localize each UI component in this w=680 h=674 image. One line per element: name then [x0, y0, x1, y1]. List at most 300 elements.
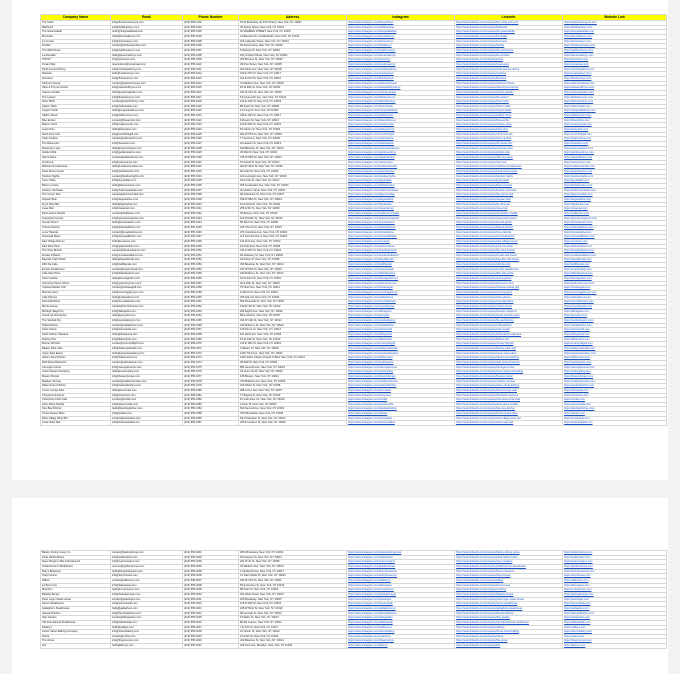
linkedin-link[interactable]: https://www.linkedin.com/company/grand-central-oyster — [455, 314, 563, 319]
linkedin-link[interactable]: https://www.linkedin.com/company/tandoor-nights — [455, 174, 563, 179]
website-link[interactable]: https://patersonhouse.com — [563, 81, 667, 86]
linkedin-link[interactable]: https://www.linkedin.com/company/the-grove — [455, 639, 563, 644]
linkedin-link[interactable]: https://www.linkedin.com/company/saxon-steakhouse — [455, 602, 563, 607]
instagram-link[interactable]: https://www.instagram.com/frankienyc — [347, 44, 455, 49]
linkedin-link[interactable]: https://www.linkedin.com/company/the-lantern — [455, 95, 563, 100]
website-link[interactable]: https://redlantern.com — [563, 211, 667, 216]
linkedin-link[interactable]: https://www.linkedin.com/company/wild-fig-cafe — [455, 263, 563, 268]
instagram-link[interactable]: https://www.instagram.com/boweryburger — [347, 374, 455, 379]
website-link[interactable]: https://bellboardnyc.com — [563, 25, 667, 30]
website-link[interactable]: https://luckypine.com — [563, 128, 667, 133]
linkedin-link[interactable]: https://www.linkedin.com/company/saffron-room — [455, 114, 563, 119]
instagram-link[interactable]: https://www.instagram.com/cafepaloma — [347, 295, 455, 300]
linkedin-link[interactable]: https://www.linkedin.com/company/the-wolf-house — [455, 48, 563, 53]
linkedin-link[interactable]: https://www.linkedin.com/company/frankie — [455, 44, 563, 49]
website-link[interactable]: https://brasshen.com — [563, 142, 667, 147]
linkedin-link[interactable]: https://www.linkedin.com/company/nolita-kitchen — [455, 323, 563, 328]
linkedin-link[interactable]: https://www.linkedin.com/company/copper-kettle — [455, 109, 563, 114]
linkedin-link[interactable]: https://www.linkedin.com/company/pearl-street-oyster — [455, 170, 563, 175]
instagram-link[interactable]: https://www.instagram.com/thegreatkabab — [347, 30, 455, 35]
linkedin-link[interactable]: https://www.linkedin.com/company/pixxio — [455, 58, 563, 63]
website-link[interactable]: https://saltandstone.com — [563, 156, 667, 161]
linkedin-link[interactable]: https://www.linkedin.com/company/brays-brasserie — [455, 569, 563, 574]
instagram-link[interactable]: https://www.instagram.com/madisonterrace — [347, 379, 455, 384]
linkedin-link[interactable]: https://www.linkedin.com/company/clover-street-baking — [455, 630, 563, 635]
instagram-link[interactable]: https://www.instagram.com/aegeanblue — [347, 197, 455, 202]
website-link[interactable]: https://madisonterrace.com — [563, 379, 667, 384]
website-link[interactable]: https://tokyohouse.com — [563, 574, 667, 579]
instagram-link[interactable]: https://www.instagram.com/parkrowdiner — [347, 244, 455, 249]
linkedin-link[interactable]: https://www.linkedin.com/company/ocean-way — [455, 62, 563, 67]
linkedin-link[interactable]: https://www.linkedin.com/company/radleys — [455, 625, 563, 630]
instagram-link[interactable]: https://www.instagram.com/tandoornights — [347, 174, 455, 179]
instagram-link[interactable]: https://www.instagram.com/theolivebranch — [347, 249, 455, 254]
instagram-link[interactable]: https://www.instagram.com/tokyohousenyc — [347, 574, 455, 579]
linkedin-link[interactable]: https://www.linkedin.com/company/carnegie-corner — [455, 365, 563, 370]
website-link[interactable]: https://pearlstoyster.com — [563, 170, 667, 175]
website-link[interactable]: https://saffronroom.com — [563, 114, 667, 119]
instagram-link[interactable]: https://www.instagram.com/luckypinenyc — [347, 128, 455, 133]
linkedin-link[interactable]: https://www.linkedin.com/company/bowery-burger — [455, 374, 563, 379]
instagram-link[interactable]: https://www.instagram.com/lacrossanyc — [347, 39, 455, 44]
instagram-link[interactable]: https://www.instagram.com/murrayhillgrill — [347, 342, 455, 347]
linkedin-link[interactable]: https://www.linkedin.com/company/water-street-kitchen — [455, 384, 563, 389]
instagram-link[interactable]: https://www.instagram.com/saffronroom — [347, 114, 455, 119]
website-link[interactable]: https://wildfigcafe.com — [563, 263, 667, 268]
instagram-link[interactable]: https://www.instagram.com/viaromanyc — [347, 160, 455, 165]
instagram-link[interactable]: https://www.instagram.com/kilonyc — [347, 644, 455, 649]
linkedin-link[interactable]: https://www.linkedin.com/company/smoke-and-barrel — [455, 253, 563, 258]
linkedin-link[interactable]: https://www.linkedin.com/company/uptown-garden — [455, 90, 563, 95]
linkedin-link[interactable]: https://www.linkedin.com/company/old-international-steakhouse — [455, 620, 563, 625]
website-link[interactable]: https://carnegiecorner.com — [563, 365, 667, 370]
instagram-link[interactable]: https://www.instagram.com/goldenstones — [347, 564, 455, 569]
website-link[interactable]: https://radleys.com — [563, 625, 667, 630]
website-link[interactable]: https://oldintlsteak.com — [563, 620, 667, 625]
website-link[interactable]: https://uptowngarden.com — [563, 90, 667, 95]
instagram-link[interactable]: https://www.instagram.com/peterluger — [347, 597, 455, 602]
instagram-link[interactable]: https://www.instagram.com/midtownsmoke — [347, 165, 455, 170]
linkedin-link[interactable]: https://www.linkedin.com/company/flatiron-pho — [455, 337, 563, 342]
linkedin-link[interactable]: https://www.linkedin.com/company/silver-birch — [455, 100, 563, 105]
linkedin-link[interactable]: https://www.linkedin.com/company/murray-hill-grill — [455, 342, 563, 347]
linkedin-link[interactable]: https://www.linkedin.com/company/casa-miel — [455, 207, 563, 212]
instagram-link[interactable]: https://www.instagram.com/morninggloryny — [347, 291, 455, 296]
website-link[interactable]: https://viaromanyc.com — [563, 160, 667, 165]
linkedin-link[interactable]: https://www.linkedin.com/company/cielo-cantina — [455, 137, 563, 142]
instagram-link[interactable]: https://www.instagram.com/wsbrasserie — [347, 360, 455, 365]
website-link[interactable]: https://peterluger.com — [563, 597, 667, 602]
website-link[interactable]: https://cloverbaking.com — [563, 630, 667, 635]
website-link[interactable]: https://thegreatkabab.com — [563, 30, 667, 35]
website-link[interactable]: https://uppereasteatery.com — [563, 351, 667, 356]
instagram-link[interactable]: https://www.instagram.com/murphysnyc — [347, 588, 455, 593]
instagram-link[interactable]: https://www.instagram.com/tribecakitchen — [347, 225, 455, 230]
website-link[interactable]: https://theolivebranch.com — [563, 249, 667, 254]
website-link[interactable]: https://tribecakitchen.com — [563, 225, 667, 230]
instagram-link[interactable]: https://www.instagram.com/patersonhouse — [347, 81, 455, 86]
linkedin-link[interactable]: https://www.linkedin.com/company/skip-garden — [455, 616, 563, 621]
linkedin-link[interactable]: https://www.linkedin.com/company/beltway-burger — [455, 592, 563, 597]
instagram-link[interactable]: https://www.instagram.com/redlanternnoodle — [347, 211, 455, 216]
instagram-link[interactable]: https://www.instagram.com/spottedpignyc — [347, 319, 455, 324]
instagram-link[interactable]: https://www.instagram.com/gramercyroom — [347, 281, 455, 286]
website-link[interactable]: https://smokeandbarrel.com — [563, 253, 667, 258]
linkedin-link[interactable]: https://www.linkedin.com/company/east-village-ramen — [455, 239, 563, 244]
website-link[interactable]: https://thegrovenyc.com — [563, 639, 667, 644]
linkedin-link[interactable]: https://www.linkedin.com/company/morning-glory — [455, 291, 563, 296]
instagram-link[interactable]: https://www.instagram.com/wolfhousenyc — [347, 48, 455, 53]
linkedin-link[interactable]: https://www.linkedin.com/company/peter-luger-steak-house — [455, 597, 563, 602]
linkedin-link[interactable]: https://www.linkedin.com/company/brooklyn-bagel-co — [455, 309, 563, 314]
website-link[interactable]: https://thecornerdeli.com — [563, 193, 667, 198]
website-link[interactable]: https://harbortable.com — [563, 104, 667, 109]
linkedin-link[interactable]: https://www.linkedin.com/company/little-italy-pizza — [455, 272, 563, 277]
linkedin-link[interactable]: https://www.linkedin.com/company/astor-place-noodle — [455, 402, 563, 407]
linkedin-link[interactable]: https://www.linkedin.com/company/luna-trattoria — [455, 230, 563, 235]
website-link[interactable]: https://hktaqueria.com — [563, 332, 667, 337]
website-link[interactable]: https://stonewallbistro.com — [563, 235, 667, 240]
instagram-link[interactable]: https://www.instagram.com/mezzehouse — [347, 305, 455, 310]
website-link[interactable]: https://cafepaloma.com — [563, 295, 667, 300]
instagram-link[interactable]: https://www.instagram.com/oldintlsteak — [347, 620, 455, 625]
linkedin-link[interactable]: https://www.linkedin.com/company/murphys — [455, 588, 563, 593]
website-link[interactable]: https://batteryparkcafe.com — [563, 346, 667, 351]
instagram-link[interactable]: https://www.instagram.com/ctexpress — [347, 393, 455, 398]
instagram-link[interactable]: https://www.instagram.com/bombellenyc — [347, 34, 455, 39]
linkedin-link[interactable]: https://www.linkedin.com/company/union-square-dumpling — [455, 370, 563, 375]
instagram-link[interactable]: https://www.instagram.com/ninthavedining — [347, 67, 455, 72]
website-link[interactable]: https://beltwayburger.com — [563, 592, 667, 597]
linkedin-link[interactable]: https://www.linkedin.com/company/bistro-lumiere — [455, 183, 563, 188]
instagram-link[interactable]: https://www.instagram.com/bkbagelco — [347, 309, 455, 314]
linkedin-link[interactable]: https://www.linkedin.com/company/mezze-house — [455, 305, 563, 310]
instagram-link[interactable]: https://www.instagram.com/beltwayburger — [347, 592, 455, 597]
linkedin-link[interactable]: https://www.linkedin.com/company/ninth-avenue-dining — [455, 67, 563, 72]
linkedin-link[interactable]: https://www.linkedin.com/company/willow — [455, 578, 563, 583]
linkedin-link[interactable]: https://www.linkedin.com/company/empire-steakhouse — [455, 267, 563, 272]
website-link[interactable]: https://sunsettavern.com — [563, 221, 667, 226]
website-link[interactable]: https://boweryburger.com — [563, 374, 667, 379]
website-link[interactable]: https://aegeanblue.com — [563, 197, 667, 202]
website-link[interactable]: https://maisonverte.com — [563, 123, 667, 128]
linkedin-link[interactable]: https://www.linkedin.com/company/harlem-soul-kitchen — [455, 356, 563, 361]
instagram-link[interactable]: https://www.instagram.com/stonewallbistro — [347, 235, 455, 240]
website-link[interactable]: https://prideharbor.com — [563, 555, 667, 560]
linkedin-link[interactable]: https://www.linkedin.com/company/hells-kitchen-taqueria — [455, 332, 563, 337]
linkedin-link[interactable]: https://www.linkedin.com/company/stonewall-bistro — [455, 235, 563, 240]
website-link[interactable]: https://hudsonyardeats.com — [563, 188, 667, 193]
website-link[interactable]: https://sohosocial.com — [563, 328, 667, 333]
website-link[interactable]: https://flatironpho.com — [563, 337, 667, 342]
instagram-link[interactable]: https://www.instagram.com/batteryparkcafe — [347, 346, 455, 351]
website-link[interactable]: https://saxonsteak.com — [563, 602, 667, 607]
website-link[interactable]: https://lamercadonyc.com — [563, 53, 667, 58]
linkedin-link[interactable]: https://www.linkedin.com/company/harvest-kitchen — [455, 611, 563, 616]
linkedin-link[interactable]: https://www.linkedin.com/company/goldenstones-steakhouse — [455, 564, 563, 569]
instagram-link[interactable]: https://www.instagram.com/sohosocial — [347, 328, 455, 333]
instagram-link[interactable]: https://www.instagram.com/saxonsteak — [347, 602, 455, 607]
instagram-link[interactable]: https://www.instagram.com/ryanmorgans — [347, 560, 455, 565]
instagram-link[interactable]: https://www.instagram.com/usdumpling — [347, 370, 455, 375]
website-link[interactable]: https://usdumpling.com — [563, 370, 667, 375]
instagram-link[interactable]: https://www.instagram.com/littleitalypizza — [347, 272, 455, 277]
linkedin-link[interactable]: https://www.linkedin.com/company/via-roma — [455, 160, 563, 165]
website-link[interactable]: https://thelanternnyc.com — [563, 95, 667, 100]
instagram-link[interactable]: https://www.instagram.com/labocaana — [347, 583, 455, 588]
instagram-link[interactable]: https://www.instagram.com/riversidebistro — [347, 300, 455, 305]
website-link[interactable]: https://willownyc.com — [563, 578, 667, 583]
instagram-link[interactable]: https://www.instagram.com/maisonverte — [347, 123, 455, 128]
linkedin-link[interactable]: https://www.linkedin.com/company/the-spotted-pig — [455, 319, 563, 324]
website-link[interactable]: https://wolfhousenyc.com — [563, 48, 667, 53]
linkedin-link[interactable]: https://www.linkedin.com/company/fig-olive-bar — [455, 202, 563, 207]
instagram-link[interactable]: https://www.instagram.com/lowereastdeli — [347, 421, 455, 426]
instagram-link[interactable]: https://www.instagram.com/cccafe — [347, 398, 455, 403]
instagram-link[interactable]: https://www.instagram.com/thecornerdeli — [347, 193, 455, 198]
instagram-link[interactable]: https://www.instagram.com/kyototable — [347, 179, 455, 184]
instagram-link[interactable]: https://www.instagram.com/oceanwaynyc — [347, 62, 455, 67]
instagram-link[interactable]: https://www.instagram.com/willownyc — [347, 578, 455, 583]
instagram-link[interactable]: https://www.instagram.com/chelseagrill — [347, 286, 455, 291]
instagram-link[interactable]: https://www.instagram.com/seoulgardennyc — [347, 277, 455, 282]
linkedin-link[interactable]: https://www.linkedin.com/company/park-row-diner — [455, 244, 563, 249]
linkedin-link[interactable]: https://www.linkedin.com/company/riverside-bistro — [455, 300, 563, 305]
instagram-link[interactable]: https://www.instagram.com/lenoxeats — [347, 388, 455, 393]
website-link[interactable]: https://harlemsoul.com — [563, 356, 667, 361]
linkedin-link[interactable]: https://www.linkedin.com/company/north-fork-grill — [455, 132, 563, 137]
linkedin-link[interactable]: https://www.linkedin.com/company/paterson-house — [455, 81, 563, 86]
website-link[interactable]: https://goldenstones.com — [563, 564, 667, 569]
linkedin-link[interactable]: https://www.linkedin.com/company/gramercy-room — [455, 281, 563, 286]
linkedin-link[interactable]: https://www.linkedin.com/company/wall-street-brasserie — [455, 360, 563, 365]
instagram-link[interactable]: https://www.instagram.com/gcoyster — [347, 314, 455, 319]
website-link[interactable]: https://bkbagelco.com — [563, 309, 667, 314]
instagram-link[interactable]: https://www.instagram.com/northforkgrill — [347, 132, 455, 137]
instagram-link[interactable]: https://www.instagram.com/marlowenyc — [347, 72, 455, 77]
linkedin-link[interactable]: https://www.linkedin.com/company/cafe-paloma — [455, 295, 563, 300]
website-link[interactable]: https://bombellenyc.com — [563, 34, 667, 39]
website-link[interactable]: https://pixxionyc.com — [563, 58, 667, 63]
instagram-link[interactable]: https://www.instagram.com/hktaqueria — [347, 332, 455, 337]
instagram-link[interactable]: https://www.instagram.com/oliveandthymenyc — [347, 86, 455, 91]
linkedin-link[interactable]: https://www.linkedin.com/company/lower-east-deli — [455, 421, 563, 426]
instagram-link[interactable]: https://www.instagram.com/goldenwoknyc — [347, 151, 455, 156]
website-link[interactable]: https://midtownsmoke.com — [563, 165, 667, 170]
linkedin-link[interactable]: https://www.linkedin.com/company/the-brass-hen — [455, 142, 563, 147]
website-link[interactable]: https://blueember.com — [563, 118, 667, 123]
website-link[interactable]: https://gallaghers.com — [563, 606, 667, 611]
website-link[interactable]: https://wvwinebar.com — [563, 416, 667, 421]
linkedin-link[interactable]: https://www.linkedin.com/company/battery-dining-group — [455, 551, 563, 556]
instagram-link[interactable]: https://www.instagram.com/skipgarden — [347, 616, 455, 621]
website-link[interactable]: https://ryanmorgans.com — [563, 560, 667, 565]
instagram-link[interactable]: https://www.instagram.com/kipsbaykitchen — [347, 407, 455, 412]
instagram-link[interactable]: https://www.instagram.com/astornoodle — [347, 402, 455, 407]
linkedin-link[interactable]: https://www.linkedin.com/company/times-square-bites — [455, 412, 563, 417]
instagram-link[interactable]: https://www.instagram.com/tsbites — [347, 412, 455, 417]
website-link[interactable]: https://oliveandthyme.com — [563, 86, 667, 91]
website-link[interactable]: https://vulina.com — [563, 634, 667, 639]
linkedin-link[interactable]: https://www.linkedin.com/company/the-great-kabab — [455, 30, 563, 35]
linkedin-link[interactable]: https://www.linkedin.com/company/rosemary-lane — [455, 146, 563, 151]
website-link[interactable]: https://northforkgrill.com — [563, 132, 667, 137]
instagram-link[interactable]: https://www.instagram.com/rosemarylanenyc — [347, 146, 455, 151]
website-link[interactable]: https://nolitakitchen.com — [563, 323, 667, 328]
instagram-link[interactable]: https://www.instagram.com/braysbrasserie — [347, 569, 455, 574]
linkedin-link[interactable]: https://www.linkedin.com/company/harbor-table — [455, 104, 563, 109]
instagram-link[interactable]: https://www.instagram.com/cloverbaking — [347, 630, 455, 635]
website-link[interactable]: https://firestonenyc.com — [563, 76, 667, 81]
linkedin-link[interactable]: https://www.linkedin.com/company/blue-ember — [455, 118, 563, 123]
linkedin-link[interactable]: https://www.linkedin.com/company/lucky-pine — [455, 128, 563, 133]
instagram-link[interactable]: https://www.instagram.com/nolitakitchen — [347, 323, 455, 328]
linkedin-link[interactable]: https://www.linkedin.com/company/sunset-tavern — [455, 221, 563, 226]
website-link[interactable]: https://gramercyroom.com — [563, 281, 667, 286]
website-link[interactable]: https://thesushinewyork.com — [563, 21, 667, 26]
website-link[interactable]: https://harvestkitchen.com — [563, 611, 667, 616]
website-link[interactable]: https://marlowenyc.com — [563, 72, 667, 77]
website-link[interactable]: https://braysbrasserie.com — [563, 569, 667, 574]
instagram-link[interactable]: https://www.instagram.com/thelanternnyc — [347, 95, 455, 100]
linkedin-link[interactable]: https://www.linkedin.com/company/bombelle — [455, 34, 563, 39]
website-link[interactable]: https://lenoxeats.com — [563, 388, 667, 393]
website-link[interactable]: https://greenpointgrocer.com — [563, 216, 667, 221]
website-link[interactable]: https://tsbites.com — [563, 412, 667, 417]
instagram-link[interactable]: https://www.instagram.com/uppereasteatery — [347, 351, 455, 356]
instagram-link[interactable]: https://www.instagram.com/radleysnyc — [347, 625, 455, 630]
website-link[interactable]: https://riversidebistro.com — [563, 300, 667, 305]
instagram-link[interactable]: https://www.instagram.com/greenpointgrocer — [347, 216, 455, 221]
instagram-link[interactable]: https://www.instagram.com/saltandstone — [347, 156, 455, 161]
instagram-link[interactable]: https://www.instagram.com/evramen — [347, 239, 455, 244]
instagram-link[interactable]: https://www.instagram.com/hudsonyardeats — [347, 188, 455, 193]
website-link[interactable]: https://murphysnyc.com — [563, 588, 667, 593]
linkedin-link[interactable]: https://www.linkedin.com/company/maison-verte — [455, 123, 563, 128]
linkedin-link[interactable]: https://www.linkedin.com/company/kilo — [455, 644, 563, 649]
website-link[interactable]: https://rosemarylane.com — [563, 146, 667, 151]
instagram-link[interactable]: https://www.instagram.com/harvestkitchen — [347, 611, 455, 616]
instagram-link[interactable]: https://www.instagram.com/sunsettavern — [347, 221, 455, 226]
website-link[interactable]: https://gcoyster.com — [563, 314, 667, 319]
website-link[interactable]: https://wsbrasserie.com — [563, 360, 667, 365]
linkedin-link[interactable]: https://www.linkedin.com/company/hudson-yard-eats — [455, 188, 563, 193]
instagram-link[interactable]: https://www.instagram.com/wvwinebar — [347, 416, 455, 421]
website-link[interactable]: https://casamiel.com — [563, 207, 667, 212]
linkedin-link[interactable]: https://www.linkedin.com/company/the-sushi-new-york — [455, 21, 563, 26]
website-link[interactable]: https://kilonyc.com — [563, 644, 667, 649]
website-link[interactable]: https://silverbirchnyc.com — [563, 100, 667, 105]
linkedin-link[interactable]: https://www.linkedin.com/company/greenpoint-grocer — [455, 216, 563, 221]
instagram-link[interactable]: https://www.instagram.com/copperkettlenyc — [347, 109, 455, 114]
linkedin-link[interactable]: https://www.linkedin.com/company/the-corner-deli — [455, 193, 563, 198]
website-link[interactable]: https://batterydining.com — [563, 551, 667, 556]
website-link[interactable]: https://murrayhillgrill.com — [563, 342, 667, 347]
linkedin-link[interactable]: https://www.linkedin.com/company/columbus-circle-cafe — [455, 398, 563, 403]
linkedin-link[interactable]: https://www.linkedin.com/company/midtown-smokehouse — [455, 165, 563, 170]
instagram-link[interactable]: https://www.instagram.com/thesushinyc — [347, 21, 455, 26]
linkedin-link[interactable]: https://www.linkedin.com/company/ryan-morgans — [455, 560, 563, 565]
website-link[interactable]: https://ctexpress.com — [563, 393, 667, 398]
linkedin-link[interactable]: https://www.linkedin.com/company/west-village-wine-bar — [455, 416, 563, 421]
linkedin-link[interactable]: https://www.linkedin.com/company/bayside-crab-shack — [455, 258, 563, 263]
website-link[interactable]: https://baysidecrab.com — [563, 258, 667, 263]
instagram-link[interactable]: https://www.instagram.com/baysidecrab — [347, 258, 455, 263]
website-link[interactable]: https://littleitalypizza.com — [563, 272, 667, 277]
linkedin-link[interactable]: https://www.linkedin.com/company/tokyo-house — [455, 574, 563, 579]
linkedin-link[interactable]: https://www.linkedin.com/company/lenox-lounge-eats — [455, 388, 563, 393]
website-link[interactable]: https://tandoornights.com — [563, 174, 667, 179]
linkedin-link[interactable]: https://www.linkedin.com/company/la-boca-ana — [455, 583, 563, 588]
linkedin-link[interactable]: https://www.linkedin.com/company/marlowe — [455, 72, 563, 77]
website-link[interactable]: https://cielocantina.com — [563, 137, 667, 142]
instagram-link[interactable]: https://www.instagram.com/bistrolumiere — [347, 183, 455, 188]
website-link[interactable]: https://morningglorynyc.com — [563, 291, 667, 296]
website-link[interactable]: https://evramen.com — [563, 239, 667, 244]
linkedin-link[interactable]: https://www.linkedin.com/company/upper-east-eatery — [455, 351, 563, 356]
linkedin-link[interactable]: https://www.linkedin.com/company/golden-wok — [455, 151, 563, 156]
linkedin-link[interactable]: https://www.linkedin.com/company/vulina — [455, 634, 563, 639]
linkedin-link[interactable]: https://www.linkedin.com/company/salt-and-stone — [455, 156, 563, 161]
instagram-link[interactable]: https://www.instagram.com/bellboardnyc — [347, 25, 455, 30]
instagram-link[interactable]: https://www.instagram.com/casamielnyc — [347, 207, 455, 212]
website-link[interactable]: https://figolivebar.com — [563, 202, 667, 207]
website-link[interactable]: https://lunatrattoria.com — [563, 230, 667, 235]
website-link[interactable]: https://kyototable.com — [563, 179, 667, 184]
website-link[interactable]: https://mezzehouse.com — [563, 305, 667, 310]
instagram-link[interactable]: https://www.instagram.com/cielocantina — [347, 137, 455, 142]
instagram-link[interactable]: https://www.instagram.com/empiresteak — [347, 267, 455, 272]
linkedin-link[interactable]: https://www.linkedin.com/company/gallaghers-steakhouse — [455, 606, 563, 611]
linkedin-link[interactable]: https://www.linkedin.com/company/olive-thyme-kitchen — [455, 86, 563, 91]
website-link[interactable]: https://chelseagrill.com — [563, 286, 667, 291]
website-link[interactable]: https://oceanway.com — [563, 62, 667, 67]
website-link[interactable]: https://lowereastdeli.com — [563, 421, 667, 426]
instagram-link[interactable]: https://www.instagram.com/vulinanyc — [347, 634, 455, 639]
website-link[interactable]: https://copperkettlenyc.com — [563, 109, 667, 114]
linkedin-link[interactable]: https://www.linkedin.com/company/soho-social — [455, 328, 563, 333]
linkedin-link[interactable]: https://www.linkedin.com/company/seoul-garden — [455, 277, 563, 282]
linkedin-link[interactable]: https://www.linkedin.com/company/chelsea-market-grill — [455, 286, 563, 291]
instagram-link[interactable]: https://www.instagram.com/harlemsoul — [347, 356, 455, 361]
instagram-link[interactable]: https://www.instagram.com/firestonenyc — [347, 76, 455, 81]
instagram-link[interactable]: https://www.instagram.com/silverbirchnyc — [347, 100, 455, 105]
website-link[interactable]: https://lacrossanyc.com — [563, 39, 667, 44]
instagram-link[interactable]: https://www.instagram.com/wildfigcafe — [347, 263, 455, 268]
linkedin-link[interactable]: https://www.linkedin.com/company/kips-bay-kitchen — [455, 407, 563, 412]
instagram-link[interactable]: https://www.instagram.com/gallaghersnyc — [347, 606, 455, 611]
instagram-link[interactable]: https://www.instagram.com/smokeandbarrel — [347, 253, 455, 258]
website-link[interactable]: https://goldenwoknyc.com — [563, 151, 667, 156]
website-link[interactable]: https://parkrowdiner.com — [563, 244, 667, 249]
website-link[interactable]: https://labocaana.com — [563, 583, 667, 588]
website-link[interactable]: https://waterstkitchen.com — [563, 384, 667, 389]
website-link[interactable]: https://ninthavedining.com — [563, 67, 667, 72]
instagram-link[interactable]: https://www.instagram.com/lunatrattoria — [347, 230, 455, 235]
linkedin-link[interactable]: https://www.linkedin.com/company/bellboard — [455, 25, 563, 30]
instagram-link[interactable]: https://www.instagram.com/waterstkitchen — [347, 384, 455, 389]
website-link[interactable]: https://cccafe.com — [563, 398, 667, 403]
linkedin-link[interactable]: https://www.linkedin.com/company/la-crossa — [455, 39, 563, 44]
website-link[interactable]: https://frankiespuntino.com — [563, 44, 667, 49]
instagram-link[interactable]: https://www.instagram.com/prideharbor — [347, 555, 455, 560]
website-link[interactable]: https://astornoodle.com — [563, 402, 667, 407]
website-link[interactable]: https://kipsbaykitchen.com — [563, 407, 667, 412]
linkedin-link[interactable]: https://www.linkedin.com/company/the-olive-branch — [455, 249, 563, 254]
linkedin-link[interactable]: https://www.linkedin.com/company/battery-park-cafe — [455, 346, 563, 351]
website-link[interactable]: https://seoulgarden.com — [563, 277, 667, 282]
website-link[interactable]: https://empiresteak.com — [563, 267, 667, 272]
